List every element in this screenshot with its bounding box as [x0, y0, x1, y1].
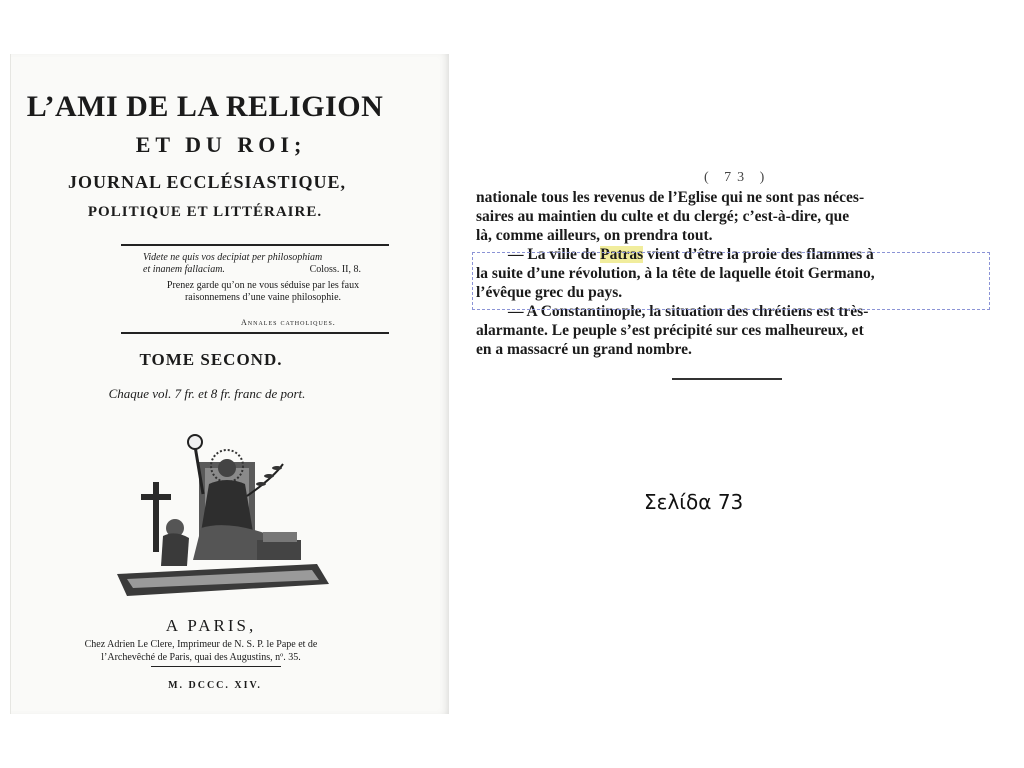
page-caption: Σελίδα 73 [644, 490, 744, 514]
excerpt-line: alarmante. Le peuple s’est précipité sur ces malheureux, et [476, 322, 864, 339]
printer-line-2: l’Archevêché de Paris, quai des Augustins, nº. 35. [101, 652, 301, 663]
excerpt-line: là, comme ailleurs, on prendra tout. [476, 227, 713, 244]
epigraph-latin-line-2: et inanem fallaciam. [143, 264, 225, 275]
journal-subtitle-2: JOURNAL ECCLÉSIASTIQUE, [67, 172, 347, 192]
printer-line-1: Chez Adrien Le Clere, Imprimeur de N. S. P. le Pape et de [84, 639, 318, 650]
journal-subtitle-3: POLITIQUE ET LITTÉRAIRE. [87, 204, 323, 220]
excerpt-line: la suite d’une révolution, à la tête de laquelle étoit Germano, [476, 265, 875, 282]
epigraph-french-line-2: raisonnemens d’une vaine philosophie. [184, 292, 342, 303]
top-rule [121, 244, 389, 246]
excerpt-line-prefix: — La ville de [508, 246, 601, 263]
publication-year: M. DCCC. XIV. [168, 680, 262, 691]
tome-label: TOME SECOND. [139, 350, 283, 369]
epigraph-french-line-1: Prenez garde qu’on ne vous séduise par les faux [166, 280, 360, 291]
epigraph-latin [143, 252, 383, 276]
page-number-mark: ( 73 ) [704, 170, 771, 185]
city-line: A PARIS, [165, 616, 257, 635]
selection-box [472, 252, 990, 310]
bottom-rule [121, 332, 389, 334]
title-page-scan [10, 54, 449, 714]
epigraph-french-source: Annales catholiques. [241, 318, 336, 327]
epigraph-latin-source: Coloss. II, 8. [309, 264, 361, 275]
excerpt-line: l’évêque grec du pays. [476, 284, 623, 301]
excerpt-line: en a massacré un grand nombre. [476, 341, 692, 358]
imprint-rule [151, 666, 281, 667]
epigraph-latin-line-1: Videte ne quis vos decipiat per philosophiam [143, 252, 323, 263]
excerpt-end-rule [672, 378, 782, 380]
highlighted-word-patras: Patras [600, 246, 644, 263]
excerpt-line: saires au maintien du culte et du clergé; c’est-à-dire, que [476, 208, 850, 225]
excerpt-line-suffix: vient d’être la proie des flammes à [643, 246, 874, 263]
epigraph-french [143, 280, 383, 304]
printer-imprint [25, 638, 377, 664]
religious-vignette-engraving [97, 424, 337, 604]
price-note: Chaque vol. 7 fr. et 8 fr. franc de port. [108, 386, 306, 401]
excerpt-line: nationale tous les revenus de l’Eglise qui ne sont pas néces- [476, 189, 865, 206]
journal-title: L’AMI DE LA RELIGION [26, 90, 384, 123]
excerpt-line: — A Constantinople, la situation des chrétiens est très- [508, 303, 869, 320]
journal-subtitle-1: ET DU ROI; [135, 132, 307, 157]
